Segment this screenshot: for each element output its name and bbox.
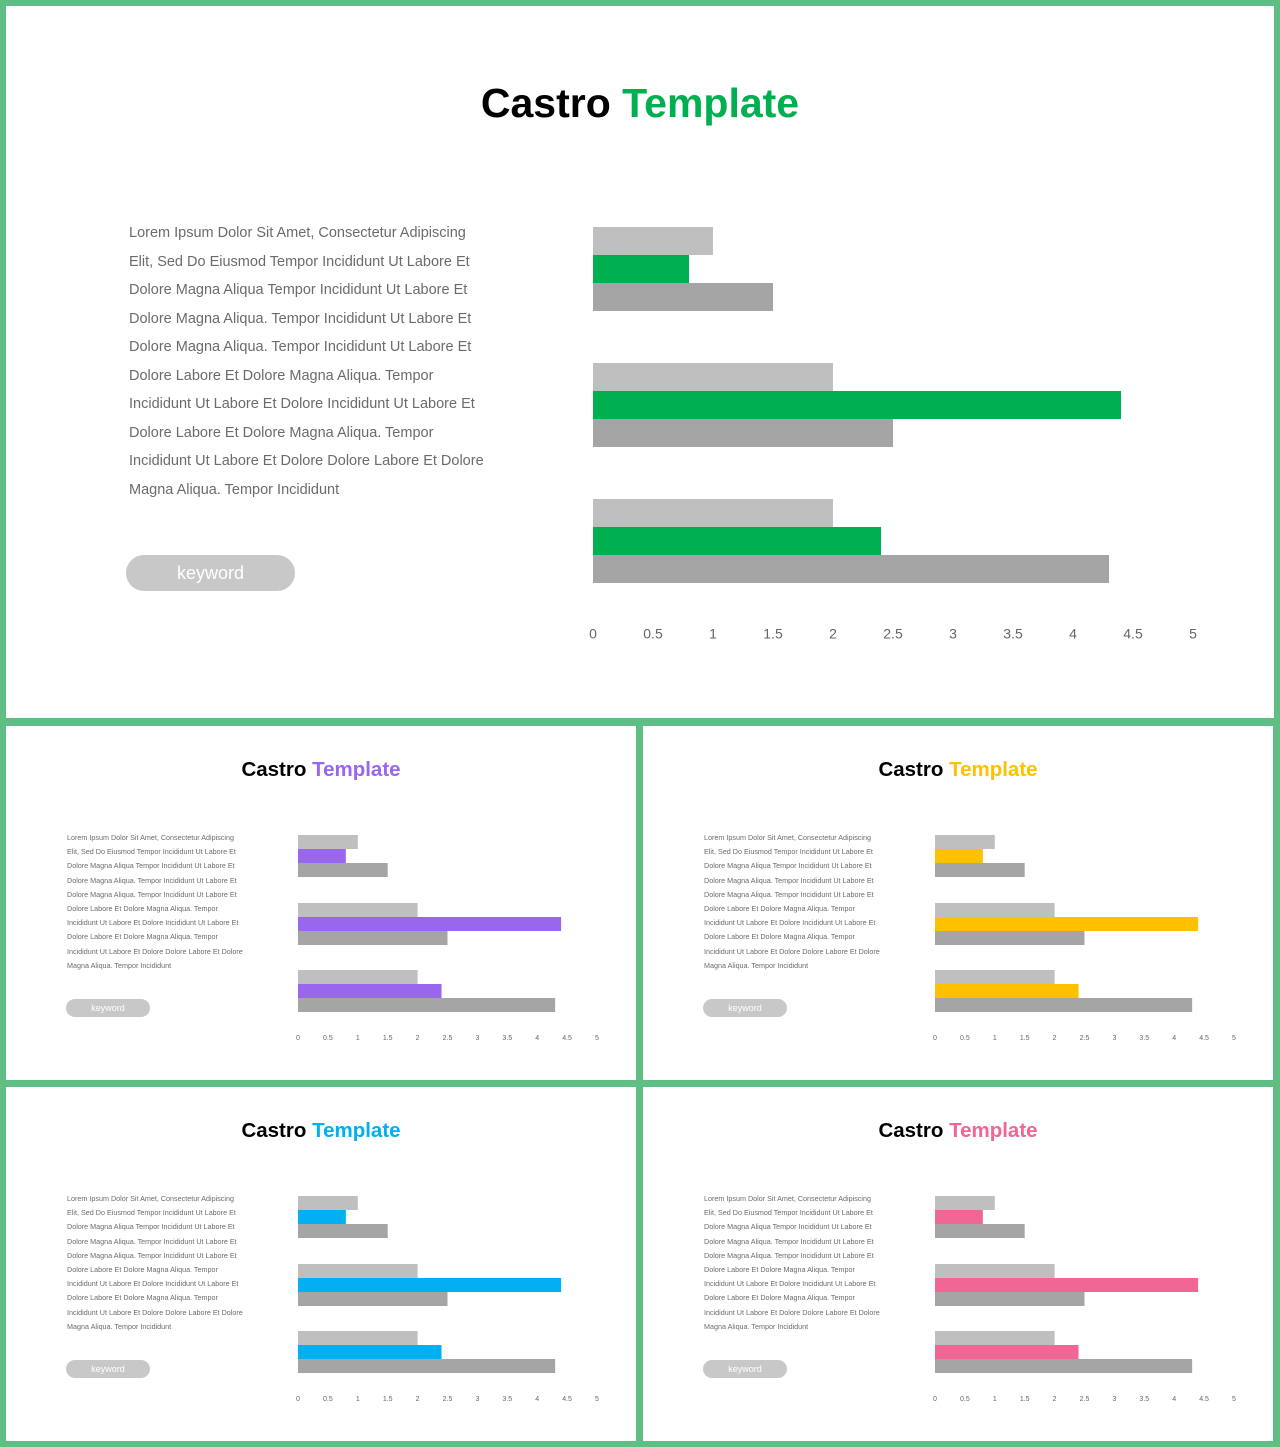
- slide-purple[interactable]: [6, 726, 636, 1080]
- bar-3-series-3: [935, 1359, 1192, 1373]
- title-word-castro: Castro: [878, 758, 944, 781]
- x-tick-label: 0: [296, 1395, 300, 1403]
- x-tick-label: 1.5: [763, 625, 783, 642]
- body-text-line: Elit, Sed Do Eiusmod Tempor Incididunt Ut Labore Et: [67, 847, 236, 857]
- x-tick-label: 4: [1069, 625, 1077, 642]
- slide-yellow[interactable]: [643, 726, 1273, 1080]
- bar-2-series-2: [935, 917, 1198, 931]
- body-text-line: Incididunt Ut Labore Et Dolore Dolore Labore Et Dolore: [704, 1307, 880, 1317]
- bar-2-series-1: [593, 363, 833, 391]
- bar-3-series-1: [298, 970, 418, 984]
- body-text-line: Dolore Labore Et Dolore Magna Aliqua. Tempor: [704, 932, 855, 942]
- x-tick-label: 1: [355, 1034, 360, 1042]
- bar-chart: [643, 726, 1273, 1080]
- x-tick-label: 4: [535, 1034, 540, 1042]
- bar-3-series-2: [593, 527, 881, 555]
- x-tick-label: 4: [535, 1395, 540, 1403]
- x-tick-label: 0: [589, 625, 597, 642]
- body-text-line: Dolore Magna Aliqua Tempor Incididunt Ut Labore Et: [129, 282, 468, 298]
- x-tick-label: 2.5: [442, 1034, 453, 1042]
- body-text-line: Lorem Ipsum Dolor Sit Amet, Consectetur Adipiscing: [704, 1194, 871, 1203]
- body-text-line: Incididunt Ut Labore Et Dolore Incididunt Ut Labore Et: [67, 918, 239, 928]
- body-text-line: Dolore Magna Aliqua. Tempor Incididunt Ut Labore Et: [67, 875, 237, 885]
- bar-2-series-2: [935, 1278, 1198, 1292]
- body-text-line: Incididunt Ut Labore Et Dolore Incididunt Ut Labore Et: [704, 1279, 876, 1289]
- x-tick-label: 0: [933, 1395, 937, 1403]
- bar-1-series-2: [593, 255, 689, 283]
- bar-3-series-1: [593, 499, 833, 527]
- body-text-line: Dolore Labore Et Dolore Magna Aliqua. Tempor: [704, 904, 855, 914]
- x-tick-label: 2: [415, 1395, 420, 1403]
- title-word-castro: Castro: [241, 758, 307, 781]
- bar-2-series-1: [298, 903, 418, 917]
- body-text-line: Incididunt Ut Labore Et Dolore Incididunt Ut Labore Et: [129, 396, 475, 412]
- body-text-line: Incididunt Ut Labore Et Dolore Dolore Labore Et Dolore: [129, 453, 484, 469]
- x-tick-label: 2: [829, 625, 837, 642]
- bar-3-series-3: [298, 1359, 555, 1373]
- x-tick-label: 5: [1232, 1395, 1236, 1403]
- x-tick-label: 1.5: [1019, 1395, 1030, 1403]
- title-word-template: Template: [949, 1119, 1038, 1142]
- bar-1-series-1: [935, 1196, 995, 1210]
- x-tick-label: 1: [355, 1395, 360, 1403]
- bar-1-series-2: [935, 1210, 983, 1224]
- x-tick-label: 3: [475, 1395, 480, 1403]
- bar-chart: [6, 6, 1274, 718]
- bar-chart: [6, 726, 636, 1080]
- bar-1-series-3: [298, 1224, 388, 1238]
- x-tick-label: 1: [992, 1034, 997, 1042]
- x-tick-label: 4.5: [1199, 1395, 1209, 1403]
- body-text-line: Incididunt Ut Labore Et Dolore Dolore Labore Et Dolore: [67, 1307, 243, 1317]
- x-tick-label: 4.5: [562, 1395, 572, 1403]
- body-text-line: Magna Aliqua. Tempor Incididunt: [129, 481, 340, 498]
- x-tick-label: 3.5: [502, 1395, 513, 1403]
- body-text-line: Dolore Labore Et Dolore Magna Aliqua. Tempor: [129, 424, 434, 441]
- bar-1-series-3: [935, 863, 1025, 877]
- body-text-line: Incididunt Ut Labore Et Dolore Incididunt Ut Labore Et: [67, 1279, 239, 1289]
- title-word-castro: Castro: [241, 1119, 307, 1142]
- keyword-button[interactable]: keyword: [66, 999, 150, 1017]
- x-tick-label: 0.5: [960, 1395, 970, 1403]
- bar-1-series-2: [298, 1210, 346, 1224]
- bar-2-series-2: [298, 917, 561, 931]
- x-tick-label: 5: [595, 1395, 599, 1403]
- x-tick-label: 4: [1172, 1034, 1177, 1042]
- x-tick-label: 1.5: [382, 1395, 393, 1403]
- body-text-line: Lorem Ipsum Dolor Sit Amet, Consectetur Adipiscing: [67, 1194, 234, 1203]
- bar-1-series-1: [298, 1196, 358, 1210]
- bar-3-series-2: [935, 984, 1079, 998]
- body-text-line: Lorem Ipsum Dolor Sit Amet, Consectetur Adipiscing: [704, 833, 871, 842]
- x-tick-label: 4.5: [1123, 625, 1143, 642]
- bar-3-series-3: [935, 998, 1192, 1012]
- body-text-line: Dolore Magna Aliqua Tempor Incididunt Ut Labore Et: [67, 1222, 235, 1232]
- body-text-line: Dolore Magna Aliqua. Tempor Incididunt Ut Labore Et: [129, 310, 472, 327]
- body-text-line: Dolore Magna Aliqua. Tempor Incididunt Ut Labore Et: [704, 1236, 874, 1246]
- x-tick-label: 0.5: [960, 1034, 970, 1042]
- slide-blue[interactable]: [6, 1087, 636, 1441]
- bar-2-series-1: [935, 903, 1055, 917]
- title-word-template: Template: [312, 1119, 401, 1142]
- body-text-line: Dolore Labore Et Dolore Magna Aliqua. Tempor: [67, 932, 218, 942]
- x-tick-label: 3: [1112, 1034, 1117, 1042]
- x-tick-label: 3.5: [1139, 1395, 1150, 1403]
- x-tick-label: 4: [1172, 1395, 1177, 1403]
- x-tick-label: 3.5: [1003, 625, 1023, 642]
- x-tick-label: 1: [992, 1395, 997, 1403]
- body-text-line: Dolore Labore Et Dolore Magna Aliqua. Tempor: [67, 904, 218, 914]
- keyword-button[interactable]: keyword: [703, 1360, 787, 1378]
- x-tick-label: 2: [1052, 1034, 1057, 1042]
- body-text-line: Dolore Magna Aliqua. Tempor Incididunt Ut Labore Et: [67, 889, 237, 899]
- bar-3-series-3: [593, 555, 1109, 583]
- title-word-castro: Castro: [480, 80, 611, 126]
- title-word-template: Template: [949, 758, 1038, 781]
- x-tick-label: 5: [1232, 1034, 1236, 1042]
- body-text-line: Dolore Labore Et Dolore Magna Aliqua. Tempor: [704, 1265, 855, 1275]
- bar-2-series-1: [298, 1264, 418, 1278]
- x-tick-label: 3: [1112, 1395, 1117, 1403]
- body-text-line: Magna Aliqua. Tempor Incididunt: [67, 960, 172, 970]
- body-text-line: Dolore Magna Aliqua. Tempor Incididunt Ut Labore Et: [67, 1250, 237, 1260]
- body-text-line: Dolore Magna Aliqua Tempor Incididunt Ut Labore Et: [704, 1222, 872, 1232]
- x-tick-label: 1: [709, 625, 717, 642]
- body-text-line: Dolore Magna Aliqua. Tempor Incididunt Ut Labore Et: [704, 875, 874, 885]
- title-word-template: Template: [622, 80, 800, 126]
- bar-1-series-3: [298, 863, 388, 877]
- title-word-castro: Castro: [878, 1119, 944, 1142]
- body-text-line: Elit, Sed Do Eiusmod Tempor Incididunt Ut Labore Et: [129, 253, 470, 270]
- x-tick-label: 3.5: [1139, 1034, 1150, 1042]
- x-tick-label: 2: [415, 1034, 420, 1042]
- x-tick-label: 2.5: [1079, 1034, 1090, 1042]
- bar-chart: [6, 1087, 636, 1441]
- bar-3-series-1: [935, 1331, 1055, 1345]
- keyword-button[interactable]: keyword: [126, 555, 295, 591]
- bar-2-series-1: [935, 1264, 1055, 1278]
- x-tick-label: 2.5: [1079, 1395, 1090, 1403]
- body-text-line: Incididunt Ut Labore Et Dolore Dolore Labore Et Dolore: [704, 946, 880, 956]
- bar-2-series-3: [298, 1292, 448, 1306]
- bar-3-series-2: [298, 984, 442, 998]
- body-text-line: Lorem Ipsum Dolor Sit Amet, Consectetur Adipiscing: [67, 833, 234, 842]
- body-text-line: Dolore Magna Aliqua. Tempor Incididunt Ut Labore Et: [704, 1250, 874, 1260]
- bar-3-series-2: [935, 1345, 1079, 1359]
- body-text-line: Elit, Sed Do Eiusmod Tempor Incididunt Ut Labore Et: [704, 1208, 873, 1218]
- bar-2-series-3: [935, 931, 1085, 945]
- bar-3-series-1: [298, 1331, 418, 1345]
- title-word-template: Template: [312, 758, 401, 781]
- keyword-button[interactable]: keyword: [703, 999, 787, 1017]
- body-text-line: Elit, Sed Do Eiusmod Tempor Incididunt Ut Labore Et: [704, 847, 873, 857]
- slide-green[interactable]: [6, 6, 1274, 718]
- x-tick-label: 0.5: [323, 1034, 333, 1042]
- x-tick-label: 2.5: [442, 1395, 453, 1403]
- body-text-line: Magna Aliqua. Tempor Incididunt: [67, 1321, 172, 1331]
- body-text-line: Dolore Magna Aliqua. Tempor Incididunt Ut Labore Et: [129, 339, 472, 355]
- bar-1-series-1: [935, 835, 995, 849]
- body-text-line: Incididunt Ut Labore Et Dolore Dolore Labore Et Dolore: [67, 946, 243, 956]
- body-text-line: Dolore Magna Aliqua Tempor Incididunt Ut Labore Et: [704, 861, 872, 871]
- x-tick-label: 2: [1052, 1395, 1057, 1403]
- x-tick-label: 2.5: [883, 625, 903, 642]
- bar-2-series-2: [298, 1278, 561, 1292]
- x-tick-label: 3.5: [502, 1034, 513, 1042]
- body-text-line: Incididunt Ut Labore Et Dolore Incididunt Ut Labore Et: [704, 918, 876, 928]
- body-text-line: Elit, Sed Do Eiusmod Tempor Incididunt Ut Labore Et: [67, 1208, 236, 1218]
- x-tick-label: 0.5: [323, 1395, 333, 1403]
- bar-1-series-1: [593, 227, 713, 255]
- x-tick-label: 4.5: [1199, 1034, 1209, 1042]
- body-text-line: Dolore Labore Et Dolore Magna Aliqua. Tempor: [129, 367, 434, 384]
- bar-1-series-3: [935, 1224, 1025, 1238]
- body-text-line: Magna Aliqua. Tempor Incididunt: [704, 1321, 809, 1331]
- bar-3-series-1: [935, 970, 1055, 984]
- x-tick-label: 1.5: [382, 1034, 393, 1042]
- x-tick-label: 3: [475, 1034, 480, 1042]
- x-tick-label: 1.5: [1019, 1034, 1030, 1042]
- bar-2-series-3: [298, 931, 448, 945]
- body-text-line: Dolore Magna Aliqua Tempor Incididunt Ut Labore Et: [67, 861, 235, 871]
- x-tick-label: 0: [933, 1034, 937, 1042]
- bar-1-series-3: [593, 283, 773, 311]
- x-tick-label: 5: [1189, 625, 1197, 642]
- body-text-line: Magna Aliqua. Tempor Incididunt: [704, 960, 809, 970]
- x-tick-label: 0: [296, 1034, 300, 1042]
- bar-1-series-2: [935, 849, 983, 863]
- body-text-line: Dolore Labore Et Dolore Magna Aliqua. Tempor: [67, 1265, 218, 1275]
- x-tick-label: 4.5: [562, 1034, 572, 1042]
- body-text-line: Lorem Ipsum Dolor Sit Amet, Consectetur Adipiscing: [129, 225, 466, 241]
- bar-chart: [643, 1087, 1273, 1441]
- body-text-line: Dolore Magna Aliqua. Tempor Incididunt Ut Labore Et: [67, 1236, 237, 1246]
- bar-2-series-3: [593, 419, 893, 447]
- slide-pink[interactable]: [643, 1087, 1273, 1441]
- keyword-button[interactable]: keyword: [66, 1360, 150, 1378]
- bar-2-series-2: [593, 391, 1121, 419]
- x-tick-label: 5: [595, 1034, 599, 1042]
- bar-3-series-3: [298, 998, 555, 1012]
- body-text-line: Dolore Labore Et Dolore Magna Aliqua. Tempor: [67, 1293, 218, 1303]
- x-tick-label: 3: [949, 625, 957, 642]
- bar-2-series-3: [935, 1292, 1085, 1306]
- x-tick-label: 0.5: [643, 625, 663, 642]
- bar-3-series-2: [298, 1345, 442, 1359]
- bar-1-series-2: [298, 849, 346, 863]
- bar-1-series-1: [298, 835, 358, 849]
- body-text-line: Dolore Labore Et Dolore Magna Aliqua. Tempor: [704, 1293, 855, 1303]
- body-text-line: Dolore Magna Aliqua. Tempor Incididunt Ut Labore Et: [704, 889, 874, 899]
